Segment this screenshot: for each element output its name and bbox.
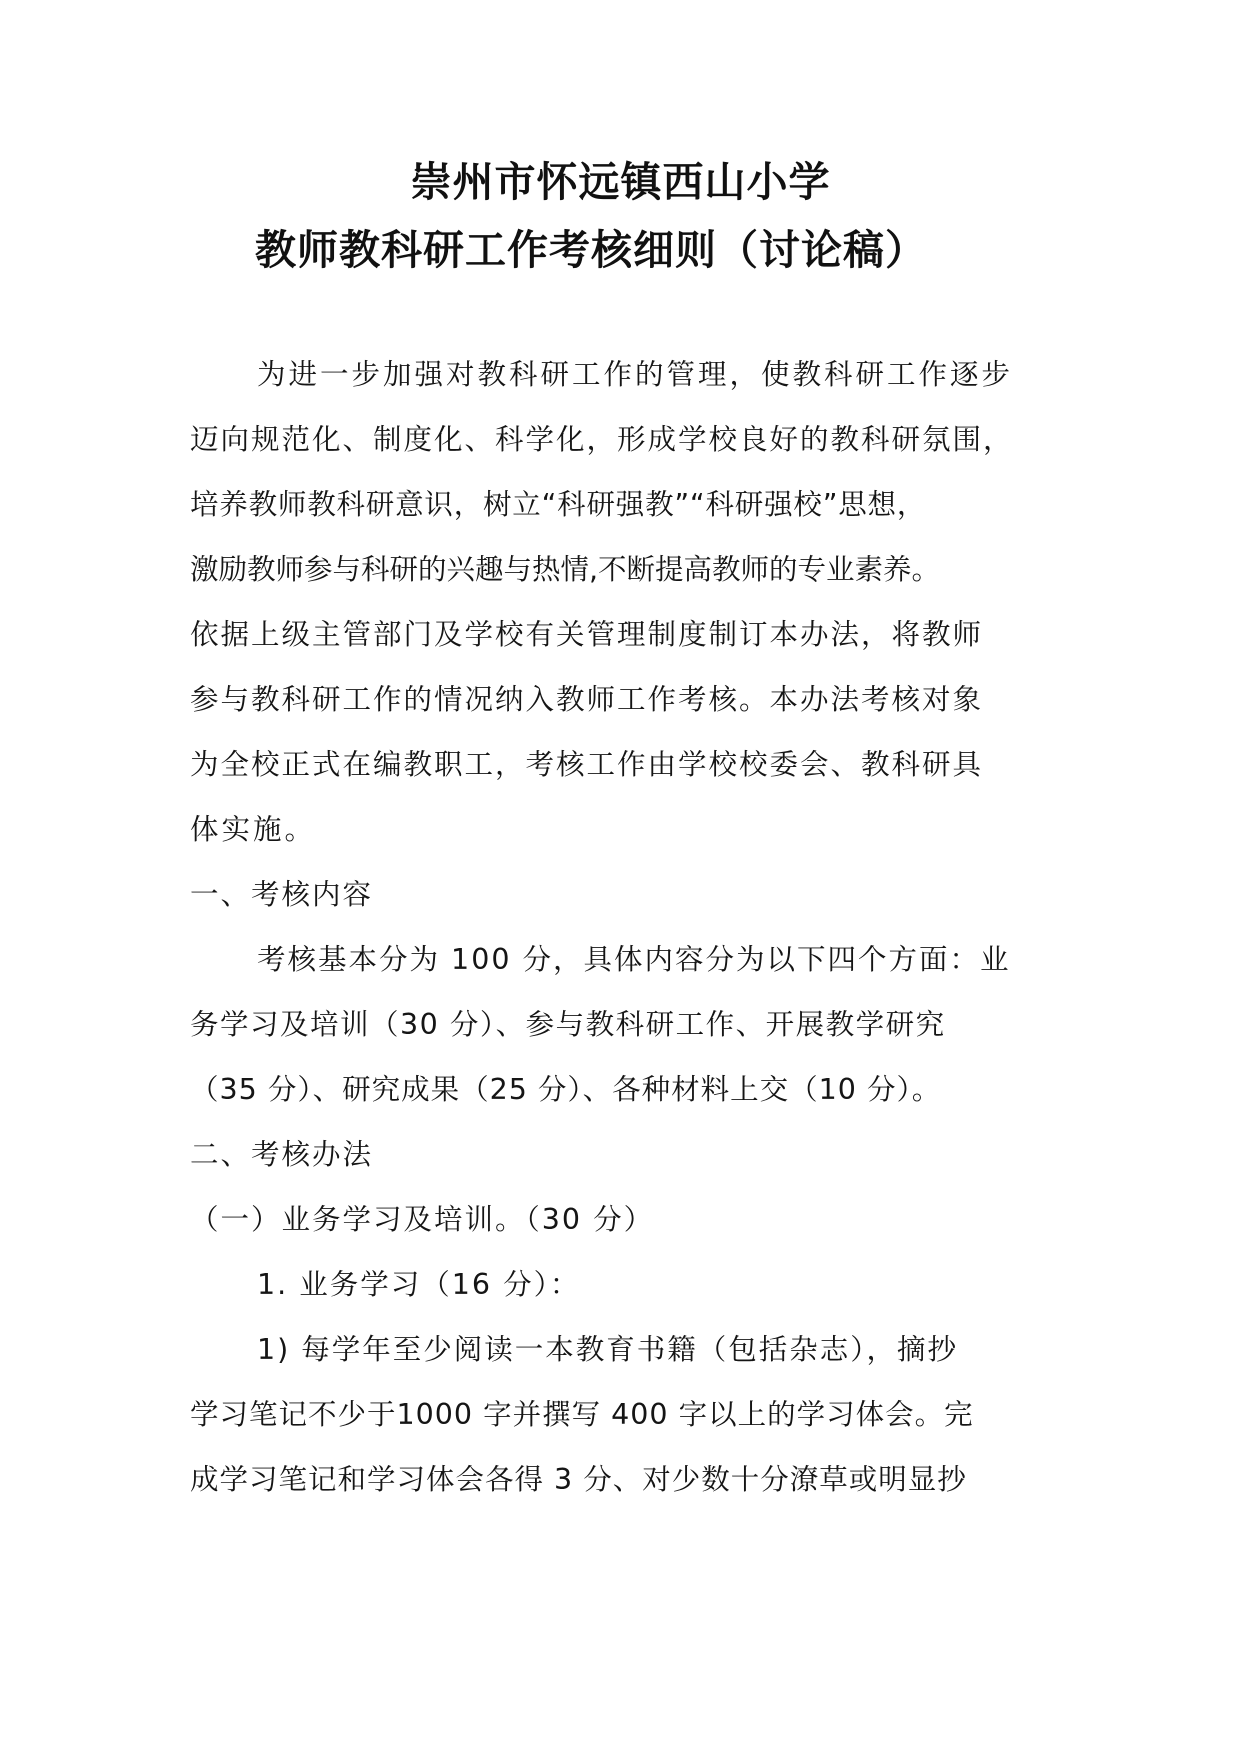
document-title-rules: 教师教科研工作考核细则（讨论稿） bbox=[255, 226, 927, 274]
paragraph-line: 迈向规范化、制度化、科学化，形成学校良好的教科研氛围， bbox=[190, 423, 1014, 456]
paragraph-line: 考核基本分为 100 分，具体内容分为以下四个方面：业 bbox=[257, 943, 1011, 976]
paragraph-line: （35 分）、研究成果（25 分）、各种材料上交（10 分）。 bbox=[190, 1073, 942, 1106]
paragraph-line: 为进一步加强对教科研工作的管理，使教科研工作逐步 bbox=[257, 358, 1014, 391]
list-item-heading-business-study: 1. 业务学习（16 分）： bbox=[257, 1268, 581, 1301]
paragraph-line: 依据上级主管部门及学校有关管理制度制订本办法，将教师 bbox=[190, 618, 984, 651]
paragraph-line: 激励教师参与科研的兴趣与热情,不断提高教师的专业素养。 bbox=[190, 553, 941, 586]
section-heading-assessment-content: 一、考核内容 bbox=[190, 878, 374, 911]
paragraph-line: 学习笔记不少于1000 字并撰写 400 字以上的学习体会。完 bbox=[190, 1398, 974, 1431]
paragraph-line: 培养教师教科研意识，树立“科研强教”“科研强校”思想， bbox=[190, 488, 927, 521]
paragraph-line: 务学习及培训（30 分）、参与教科研工作、开展教学研究 bbox=[190, 1008, 946, 1041]
paragraph-line: 成学习笔记和学习体会各得 3 分、对少数十分潦草或明显抄 bbox=[190, 1463, 967, 1496]
subsection-heading-study-training: （一）业务学习及培训。（30 分） bbox=[190, 1203, 655, 1236]
paragraph-line: 体实施。 bbox=[190, 813, 317, 846]
paragraph-line: 为全校正式在编教职工，考核工作由学校校委会、教科研具 bbox=[190, 748, 984, 781]
section-heading-assessment-method: 二、考核办法 bbox=[190, 1138, 374, 1171]
document-title-school: 崇州市怀远镇西山小学 bbox=[410, 158, 831, 206]
paragraph-line: 参与教科研工作的情况纳入教师工作考核。本办法考核对象 bbox=[190, 683, 984, 716]
paragraph-line: 1) 每学年至少阅读一本教育书籍（包括杂志），摘抄 bbox=[257, 1333, 959, 1366]
